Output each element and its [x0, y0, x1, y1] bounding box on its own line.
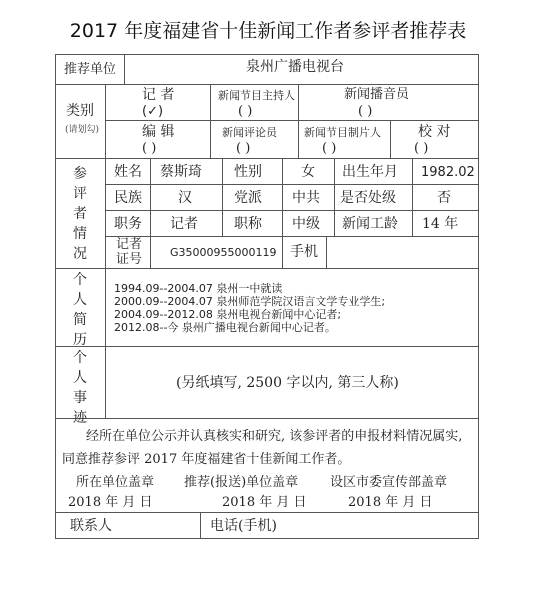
col-line	[298, 84, 299, 158]
category-note: (请划勾)	[65, 125, 100, 135]
col-line	[150, 158, 151, 268]
page-title: 2017 年度福建省十佳新闻工作者参评者推荐表	[69, 20, 467, 42]
resume-label: 个人简历	[73, 272, 87, 348]
seal-date: 2018 年 月 日	[222, 495, 307, 510]
category-option-checkbox[interactable]: (✓)	[142, 104, 164, 119]
row-line	[55, 268, 479, 269]
row-line	[105, 210, 478, 211]
duty-value: 记者	[170, 216, 198, 232]
seal-date: 2018 年 月 日	[348, 495, 433, 510]
resume-line: 2000.09--2004.07 泉州师范学院汉语言文学专业学生;	[114, 295, 386, 308]
col-line	[105, 84, 106, 418]
title-label: 职称	[234, 216, 262, 232]
row-line	[105, 120, 478, 121]
category-option-checkbox[interactable]: ( )	[322, 141, 337, 156]
seal-label: 设区市委宣传部盖章	[330, 475, 448, 490]
resume-line: 1994.09--2004.07 泉州一中就读	[114, 282, 283, 295]
years-value: 14 年	[422, 216, 459, 232]
col-line	[326, 236, 327, 268]
resume-line: 2004.09--2012.08 泉州电视台新闻中心记者;	[114, 308, 342, 321]
row-line	[105, 236, 478, 237]
category-option-checkbox[interactable]: ( )	[414, 141, 429, 156]
row-line	[55, 158, 479, 159]
title-value: 中级	[292, 216, 320, 232]
contact-phone-label: 电话(手机)	[210, 518, 277, 534]
birth-value: 1982.02	[421, 165, 475, 180]
duty-label: 职务	[114, 216, 142, 232]
years-label: 新闻工龄	[342, 216, 398, 232]
col-line	[390, 120, 391, 158]
row-line	[55, 84, 479, 85]
category-option-label: 新闻节目主持人	[218, 89, 295, 102]
category-option-checkbox[interactable]: ( )	[358, 104, 373, 119]
card-value: G35000955000119	[170, 246, 277, 259]
ethnic-label: 民族	[114, 190, 142, 206]
ethnic-value: 汉	[178, 190, 192, 206]
gender-label: 性别	[234, 164, 262, 180]
gender-value: 女	[301, 164, 315, 180]
party-value: 中共	[292, 190, 320, 206]
deeds-label: 个人事迹	[73, 350, 87, 426]
phone-label: 手机	[290, 244, 318, 260]
category-option-label: 新闻节目制片人	[304, 126, 381, 139]
col-line	[282, 158, 283, 268]
unit-value: 泉州广播电视台	[246, 59, 344, 75]
col-line	[334, 158, 335, 236]
category-option-checkbox[interactable]: ( )	[236, 141, 251, 156]
resume-line: 2012.08--今 泉州广播电视台新闻中心记者。	[114, 321, 336, 334]
border-top	[55, 54, 479, 55]
name-value: 蔡斯琦	[160, 164, 202, 180]
contact-label: 联系人	[70, 518, 112, 534]
category-option-label: 编 辑	[142, 124, 175, 140]
row-line	[55, 512, 479, 513]
leader-label: 是否处级	[340, 190, 396, 206]
category-option-label: 校 对	[418, 124, 451, 140]
category-option-label: 新闻评论员	[222, 126, 277, 139]
row-line	[105, 184, 478, 185]
col-line	[412, 158, 413, 236]
category-option-checkbox[interactable]: ( )	[142, 141, 157, 156]
seal-label: 推荐(报送)单位盖章	[184, 475, 299, 490]
category-option-label: 新闻播音员	[344, 87, 410, 102]
leader-value: 否	[437, 190, 451, 206]
col-line	[210, 84, 211, 158]
party-label: 党派	[234, 190, 262, 206]
seal-date: 2018 年 月 日	[68, 495, 153, 510]
statement-line: 同意推荐参评 2017 年度福建省十佳新闻工作者。	[62, 452, 351, 467]
birth-label: 出生年月	[342, 164, 398, 180]
seal-label: 所在单位盖章	[76, 475, 155, 490]
statement-line: 经所在单位公示并认真核实和研究, 该参评者的申报材料情况属实,	[86, 429, 463, 444]
nominee-section-label: 参评者情况	[73, 166, 87, 262]
border-bottom	[55, 538, 479, 539]
unit-label: 推荐单位	[64, 62, 117, 77]
border-left	[55, 54, 56, 539]
deeds-note: (另纸填写, 2500 字以内, 第三人称)	[176, 375, 399, 391]
col-line	[222, 158, 223, 236]
row-line	[55, 418, 479, 419]
category-option-label: 记 者	[142, 87, 175, 103]
name-label: 姓名	[114, 164, 142, 180]
border-right	[478, 54, 479, 539]
col-line	[124, 54, 125, 84]
col-line	[200, 512, 201, 538]
category-option-checkbox[interactable]: ( )	[238, 104, 253, 119]
card-label: 记者证号	[115, 237, 142, 267]
row-line	[55, 346, 479, 347]
category-label: 类别	[66, 103, 94, 119]
